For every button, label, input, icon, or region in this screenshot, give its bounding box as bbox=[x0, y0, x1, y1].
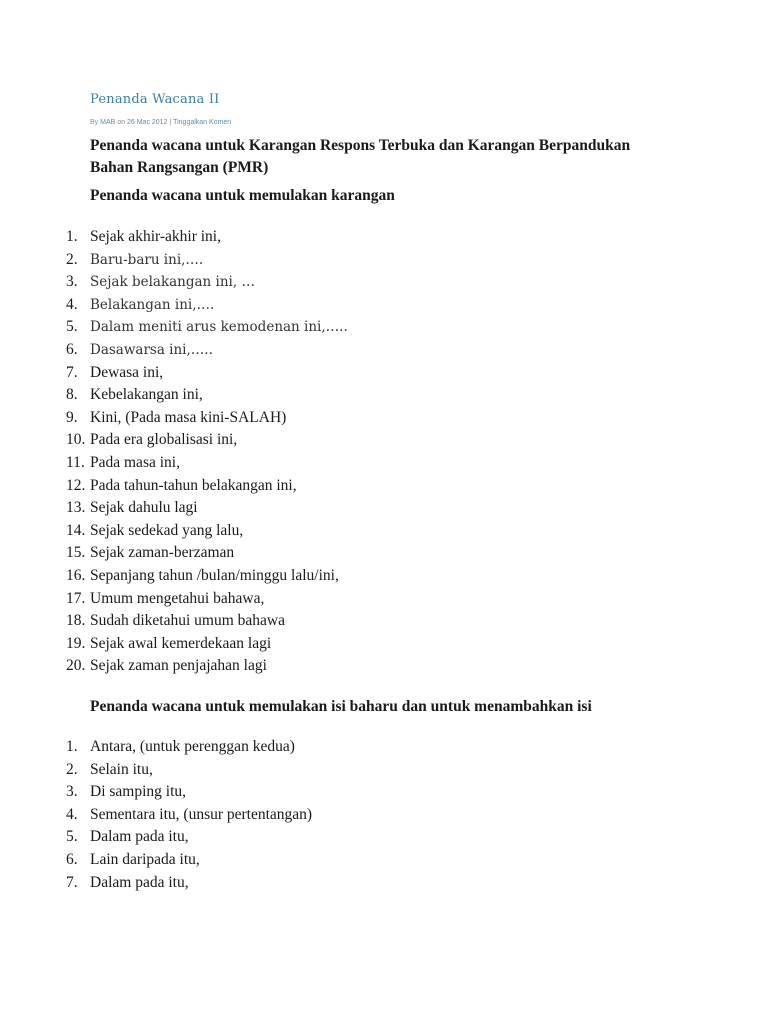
list-item-number: 3. bbox=[66, 783, 78, 801]
list-item-number: 17. bbox=[66, 589, 86, 607]
list-item bbox=[66, 271, 348, 294]
list-item-number: 10. bbox=[66, 431, 86, 449]
list-item-text: Belakangan ini,…. bbox=[90, 296, 215, 313]
list-item-number: 15. bbox=[66, 544, 86, 562]
list-item bbox=[66, 226, 348, 249]
list-item-text: Sementara itu, (unsur pertentangan) bbox=[90, 805, 313, 823]
list-item-number: 2. bbox=[66, 760, 78, 778]
list-item-text: Sejak zaman penjajahan lagi bbox=[90, 657, 267, 675]
list-item-text: Selain itu, bbox=[90, 760, 153, 778]
main-heading: Penanda wacana untuk Karangan Respons Terbuka dan Karangan Berpandukan Bahan Rangsangan (PMR) bbox=[90, 137, 631, 176]
list-item-number: 20. bbox=[66, 657, 86, 675]
meta-by-label: By bbox=[90, 119, 99, 126]
section2-list bbox=[66, 736, 312, 894]
list-item-number: 18. bbox=[66, 612, 86, 630]
list-item bbox=[66, 452, 348, 475]
list-item-text: Sepanjang tahun /bulan/minggu lalu/ini, bbox=[90, 566, 339, 584]
list-item-number: 19. bbox=[66, 634, 86, 652]
list-item-number: 4. bbox=[66, 295, 78, 313]
list-item bbox=[66, 497, 348, 520]
list-item-text: Di samping itu, bbox=[90, 783, 187, 801]
post-meta bbox=[90, 119, 231, 126]
section2-heading: Penanda wacana untuk memulakan isi baharu dan untuk menambahkan isi bbox=[90, 698, 592, 715]
list-item bbox=[66, 736, 312, 759]
list-item bbox=[66, 384, 348, 407]
list-item-number: 13. bbox=[66, 499, 86, 517]
list-item-text: Pada tahun-tahun belakangan ini, bbox=[90, 476, 297, 494]
list-item-text: Sejak belakangan ini, … bbox=[90, 274, 255, 291]
meta-separator: | bbox=[169, 119, 172, 126]
list-item bbox=[66, 475, 348, 498]
list-item-text: Kini, (Pada masa kini-SALAH) bbox=[90, 408, 287, 426]
list-item bbox=[66, 362, 348, 385]
list-item-number: 11. bbox=[66, 453, 85, 471]
list-item-text: Kebelakangan ini, bbox=[90, 386, 203, 404]
author-link[interactable]: MAB bbox=[100, 119, 116, 126]
list-item-number: 1. bbox=[66, 738, 78, 755]
list-item bbox=[66, 339, 348, 362]
list-item bbox=[66, 520, 348, 543]
list-item bbox=[66, 826, 312, 849]
list-item-number: 16. bbox=[66, 566, 86, 584]
date-link[interactable]: 26 Mac 2012 bbox=[127, 119, 168, 126]
list-item-number: 14. bbox=[66, 521, 86, 539]
list-item-text: Umum mengetahui bahawa, bbox=[90, 589, 265, 607]
list-item bbox=[66, 542, 348, 565]
list-item-text: Baru-baru ini,…. bbox=[90, 251, 204, 268]
list-item bbox=[66, 429, 348, 452]
list-item bbox=[66, 633, 348, 656]
list-item-number: 3. bbox=[66, 273, 78, 291]
list-item-text: Lain daripada itu, bbox=[90, 850, 200, 868]
list-item-number: 6. bbox=[66, 340, 78, 358]
list-item-text: Pada era globalisasi ini, bbox=[90, 431, 238, 449]
list-item bbox=[66, 588, 348, 611]
list-item-number: 2. bbox=[66, 250, 78, 268]
list-item-number: 4. bbox=[66, 805, 78, 823]
list-item-text: Sejak awal kemerdekaan lagi bbox=[90, 634, 272, 652]
list-item-text: Sejak zaman-berzaman bbox=[90, 544, 235, 562]
list-item-number: 9. bbox=[66, 408, 78, 426]
list-item bbox=[66, 804, 312, 827]
list-item-text: Sudah diketahui umum bahawa bbox=[90, 612, 285, 630]
post-title[interactable]: Penanda Wacana II bbox=[90, 92, 220, 107]
section1-list bbox=[66, 226, 348, 678]
list-item-text: Dalam meniti arus kemodenan ini,….. bbox=[90, 319, 348, 336]
list-item-text: Antara, (untuk perenggan kedua) bbox=[90, 738, 295, 755]
list-item bbox=[66, 781, 312, 804]
list-item-text: Pada masa ini, bbox=[90, 453, 180, 471]
list-item-number: 7. bbox=[66, 363, 78, 381]
list-item-number: 6. bbox=[66, 850, 78, 868]
list-item-number: 5. bbox=[66, 318, 78, 336]
list-item-number: 7. bbox=[66, 873, 78, 891]
section1-heading: Penanda wacana untuk memulakan karangan bbox=[90, 187, 395, 204]
list-item-number: 12. bbox=[66, 476, 86, 494]
list-item bbox=[66, 316, 348, 339]
list-item bbox=[66, 759, 312, 782]
comment-link[interactable]: Tinggalkan Komen bbox=[173, 119, 232, 126]
list-item-text: Dasawarsa ini,….. bbox=[90, 341, 213, 358]
list-item-text: Sejak dahulu lagi bbox=[90, 499, 198, 517]
list-item bbox=[66, 610, 348, 633]
list-item-number: 1. bbox=[66, 228, 78, 245]
list-item-text: Dalam pada itu, bbox=[90, 873, 189, 891]
list-item bbox=[66, 565, 348, 588]
list-item bbox=[66, 655, 348, 678]
list-item bbox=[66, 849, 312, 872]
list-item bbox=[66, 872, 312, 895]
list-item-text: Dalam pada itu, bbox=[90, 828, 189, 846]
list-item bbox=[66, 407, 348, 430]
list-item bbox=[66, 249, 348, 272]
list-item-text: Sejak sedekad yang lalu, bbox=[90, 521, 244, 539]
list-item-number: 5. bbox=[66, 828, 78, 846]
list-item-text: Dewasa ini, bbox=[90, 363, 164, 381]
list-item-text: Sejak akhir-akhir ini, bbox=[90, 228, 221, 245]
list-item bbox=[66, 294, 348, 317]
meta-on-label: on bbox=[117, 119, 126, 126]
list-item-number: 8. bbox=[66, 386, 78, 404]
